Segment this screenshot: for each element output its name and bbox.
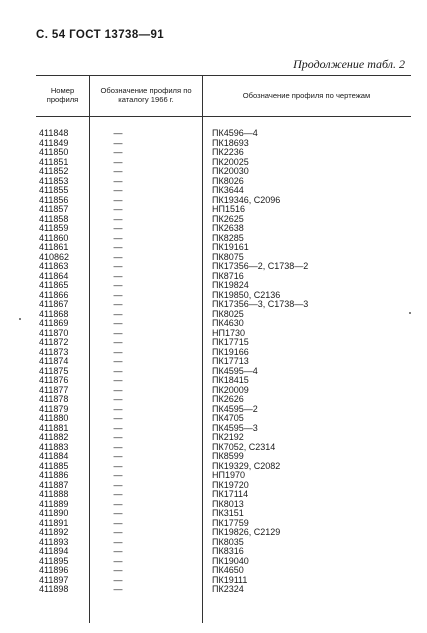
- drawing-designation: ПК2192: [212, 432, 244, 442]
- catalog-designation: —: [113, 280, 123, 290]
- drawing-designation: ПК2236: [212, 147, 244, 157]
- profile-number: 411880: [39, 413, 69, 423]
- catalog-designation: —: [113, 213, 123, 224]
- drawing-designation: ПК7052, С2314: [212, 441, 276, 452]
- drawing-designation: ПК8599: [212, 451, 244, 461]
- profile-number: 411892: [39, 527, 69, 537]
- drawing-designation: ПК17114: [212, 489, 249, 499]
- catalog-designation: —: [113, 147, 123, 157]
- catalog-designation: —: [113, 394, 123, 404]
- catalog-designation: —: [113, 574, 123, 585]
- drawing-designation: ПК4630: [212, 318, 244, 328]
- catalog-designation: —: [113, 536, 123, 547]
- page-header-left: С. 54 ГОСТ 13738—91: [36, 29, 165, 41]
- profile-number: 411850: [39, 147, 69, 157]
- catalog-designation: —: [113, 128, 123, 138]
- profile-number: 411852: [39, 166, 69, 176]
- catalog-designation: —: [113, 508, 123, 518]
- profile-number: 411869: [39, 318, 69, 328]
- table-row: [36, 585, 411, 595]
- drawing-designation: ПК4650: [212, 565, 244, 575]
- catalog-designation: —: [113, 137, 123, 148]
- drawing-designation: ПК2625: [212, 213, 244, 224]
- catalog-designation: —: [113, 565, 123, 575]
- catalog-designation: —: [113, 223, 123, 233]
- profile-number: 411875: [39, 365, 69, 376]
- catalog-designation: —: [113, 232, 123, 243]
- profile-number: 411886: [39, 470, 69, 480]
- profile-number: 411873: [39, 346, 69, 357]
- drawing-designation: ПК3151: [212, 508, 244, 518]
- profile-number: 411895: [39, 555, 69, 566]
- drawing-designation: ПК19824: [212, 280, 249, 290]
- profile-number: 411893: [39, 536, 69, 547]
- profile-number: 411896: [39, 565, 69, 575]
- scan-speck: [409, 312, 411, 314]
- catalog-designation: —: [113, 422, 123, 433]
- catalog-designation: —: [113, 337, 123, 347]
- drawing-designation: ПК8075: [212, 251, 244, 262]
- drawing-designation: ПК20030: [212, 166, 249, 176]
- profile-number: 411859: [39, 223, 69, 233]
- column-header-catalog: Обозначение профиля по каталогу 1966 г.: [100, 86, 192, 104]
- profile-number: 411860: [39, 232, 69, 243]
- catalog-designation: —: [113, 432, 123, 442]
- drawing-designation: ПК17713: [212, 356, 249, 366]
- scan-speck: [19, 318, 21, 320]
- profile-number: 411861: [39, 242, 69, 252]
- drawing-designation: НП1730: [212, 327, 245, 338]
- catalog-designation: —: [113, 289, 123, 300]
- catalog-designation: —: [113, 460, 123, 471]
- drawing-designation: ПК8285: [212, 232, 244, 243]
- profile-number: 411872: [39, 337, 69, 347]
- drawing-designation: ПК4595—4: [212, 365, 258, 376]
- profile-number: 411882: [39, 432, 69, 442]
- profile-number: 411889: [39, 498, 69, 509]
- catalog-designation: —: [113, 546, 123, 556]
- catalog-designation: —: [113, 470, 123, 480]
- profile-number: 411878: [39, 394, 69, 404]
- drawing-designation: ПК8013: [212, 498, 244, 509]
- profile-number: 411858: [39, 213, 69, 224]
- catalog-designation: —: [113, 527, 123, 537]
- catalog-designation: —: [113, 327, 123, 338]
- catalog-designation: —: [113, 555, 123, 566]
- drawing-designation: ПК18415: [212, 375, 249, 385]
- drawing-designation: НП1970: [212, 470, 245, 480]
- profile-number: 411868: [39, 308, 69, 319]
- catalog-designation: —: [113, 498, 123, 509]
- catalog-designation: —: [113, 308, 123, 319]
- profile-number: 411856: [39, 194, 69, 205]
- drawing-designation: ПК4595—3: [212, 422, 258, 433]
- profile-number: 411863: [39, 261, 69, 271]
- profile-number: 411851: [39, 156, 69, 167]
- catalog-designation: —: [113, 318, 123, 328]
- profile-number: 411888: [39, 489, 69, 499]
- drawing-designation: ПК2626: [212, 394, 244, 404]
- profile-number: 411857: [39, 204, 69, 214]
- drawing-designation: ПК8026: [212, 175, 244, 186]
- profile-number: 411887: [39, 479, 69, 490]
- catalog-designation: —: [113, 584, 123, 594]
- drawing-designation: ПК2638: [212, 223, 244, 233]
- profile-number: 411876: [39, 375, 69, 385]
- catalog-designation: —: [113, 204, 123, 214]
- catalog-designation: —: [113, 166, 123, 176]
- catalog-designation: —: [113, 346, 123, 357]
- catalog-designation: —: [113, 384, 123, 395]
- drawing-designation: ПК17356—3, С1738—3: [212, 299, 309, 309]
- drawing-designation: ПК8035: [212, 536, 244, 547]
- profile-number: 411884: [39, 451, 69, 461]
- drawing-designation: ПК19111: [212, 574, 248, 585]
- profile-number: 411874: [39, 356, 69, 366]
- profile-number: 411867: [39, 299, 69, 309]
- profile-number: 411877: [39, 384, 69, 395]
- profile-number: 411879: [39, 403, 69, 414]
- profile-number: 411885: [39, 460, 69, 471]
- drawing-designation: ПК2324: [212, 584, 244, 594]
- catalog-designation: —: [113, 356, 123, 366]
- profile-number: 411881: [39, 422, 69, 433]
- drawing-designation: ПК17715: [212, 337, 249, 347]
- drawing-designation: ПК4705: [212, 413, 244, 423]
- catalog-designation: —: [113, 413, 123, 423]
- drawing-designation: ПК19040: [212, 555, 249, 566]
- drawing-designation: ПК4596—4: [212, 128, 258, 138]
- drawing-designation: ПК19346, С2096: [212, 194, 281, 205]
- drawing-designation: ПК20025: [212, 156, 249, 167]
- drawing-designation: ПК4595—2: [212, 403, 258, 414]
- drawing-designation: ПК17356—2, С1738—2: [212, 261, 309, 271]
- catalog-designation: —: [113, 270, 123, 281]
- catalog-designation: —: [113, 185, 123, 195]
- drawing-designation: ПК19850, С2136: [212, 289, 281, 300]
- drawing-designation: ПК19329, С2082: [212, 460, 281, 471]
- column-header-drawings: Обозначение профиля по чертежам: [242, 90, 371, 100]
- column-header-number: Номер профиля: [46, 86, 79, 104]
- drawing-designation: ПК20009: [212, 384, 249, 395]
- catalog-designation: —: [113, 489, 123, 499]
- profile-number: 411855: [39, 185, 69, 195]
- profile-number: 411891: [39, 517, 69, 528]
- profile-number: 410862: [39, 251, 70, 262]
- table-header-separator: [36, 116, 411, 117]
- profile-number: 411849: [39, 137, 69, 148]
- catalog-designation: —: [113, 156, 123, 167]
- catalog-designation: —: [113, 175, 123, 186]
- catalog-designation: —: [113, 365, 123, 376]
- drawing-designation: ПК8316: [212, 546, 244, 556]
- profile-number: 411883: [39, 441, 69, 452]
- catalog-designation: —: [113, 441, 123, 452]
- drawing-designation: ПК18693: [212, 137, 249, 148]
- drawing-designation: ПК19166: [212, 346, 249, 357]
- drawing-designation: ПК8716: [212, 270, 244, 281]
- catalog-designation: —: [113, 261, 123, 271]
- catalog-designation: —: [113, 451, 123, 461]
- drawing-designation: ПК3644: [212, 185, 244, 195]
- drawing-designation: ПК19720: [212, 479, 249, 490]
- catalog-designation: —: [113, 242, 123, 252]
- drawing-designation: ПК8025: [212, 308, 244, 319]
- table-body: [36, 129, 411, 595]
- drawing-designation: ПК19161: [212, 242, 249, 252]
- catalog-designation: —: [113, 251, 123, 262]
- drawing-designation: НП1516: [212, 204, 245, 214]
- catalog-designation: —: [113, 403, 123, 414]
- catalog-designation: —: [113, 194, 123, 205]
- catalog-designation: —: [113, 517, 123, 528]
- catalog-designation: —: [113, 299, 123, 309]
- profile-number: 411866: [39, 289, 69, 300]
- profile-number: 411898: [39, 584, 69, 594]
- profile-number: 411865: [39, 280, 69, 290]
- profile-number: 411848: [39, 128, 69, 138]
- catalog-designation: —: [113, 375, 123, 385]
- profile-number: 411897: [39, 574, 69, 585]
- profile-number: 411870: [39, 327, 69, 338]
- profile-number: 411894: [39, 546, 69, 556]
- profile-table: [36, 75, 411, 623]
- profile-number: 411864: [39, 270, 69, 281]
- profile-number: 411853: [39, 175, 69, 186]
- page-header-continuation: Продолжение табл. 2: [293, 57, 405, 71]
- drawing-designation: ПК19826, С2129: [212, 527, 281, 537]
- catalog-designation: —: [113, 479, 123, 490]
- profile-number: 411890: [39, 508, 69, 518]
- drawing-designation: ПК17759: [212, 517, 249, 528]
